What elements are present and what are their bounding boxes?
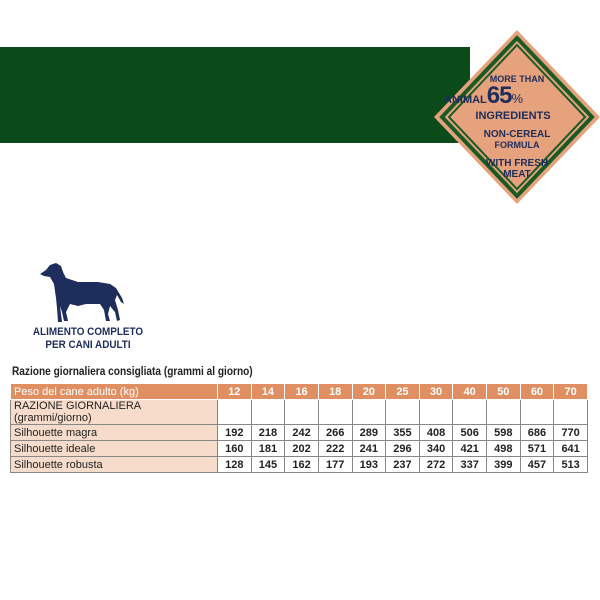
- ration-value: 272: [419, 457, 453, 473]
- ration-value: 355: [386, 425, 420, 441]
- ration-value: 598: [487, 425, 521, 441]
- ration-value: 399: [487, 457, 521, 473]
- empty-cell: [419, 400, 453, 425]
- badge-formula: FORMULA: [494, 140, 540, 150]
- weight-cell: 70: [554, 384, 588, 400]
- empty-cell: [487, 400, 521, 425]
- ration-value: 337: [453, 457, 487, 473]
- ration-value: 128: [218, 457, 252, 473]
- weight-cell: 20: [352, 384, 386, 400]
- ration-value: 506: [453, 425, 487, 441]
- ration-value: 571: [520, 441, 554, 457]
- ration-value: 296: [386, 441, 420, 457]
- empty-cell: [386, 400, 420, 425]
- caption-line2: PER CANI ADULTI: [45, 339, 131, 351]
- weight-cell: 18: [318, 384, 352, 400]
- badge-ingredients: INGREDIENTS: [475, 110, 551, 122]
- weight-cell: 40: [453, 384, 487, 400]
- row-label: Silhouette magra: [11, 425, 218, 441]
- ration-value: 237: [386, 457, 420, 473]
- table-title: Razione giornaliera consigliata (grammi al giorno): [12, 366, 253, 378]
- weight-cell: 30: [419, 384, 453, 400]
- ration-value: 242: [285, 425, 319, 441]
- badge-with-fresh: WITH FRESH: [485, 158, 549, 169]
- ration-value: 177: [318, 457, 352, 473]
- ration-value: 289: [352, 425, 386, 441]
- empty-cell: [453, 400, 487, 425]
- table-row: [11, 425, 588, 441]
- ration-value: 222: [318, 441, 352, 457]
- weight-cell: 14: [251, 384, 285, 400]
- ration-value: 408: [419, 425, 453, 441]
- header-label: Peso del cane adulto (kg): [11, 384, 218, 400]
- weight-cell: 60: [520, 384, 554, 400]
- weight-cell: 50: [487, 384, 521, 400]
- empty-cell: [218, 400, 252, 425]
- row-label: Silhouette ideale: [11, 441, 218, 457]
- caption-line1: ALIMENTO COMPLETO: [32, 326, 144, 338]
- ration-value: 160: [218, 441, 252, 457]
- ration-value: 145: [251, 457, 285, 473]
- ration-value: 193: [352, 457, 386, 473]
- badge-percent-sign: %: [511, 91, 524, 106]
- ration-value: 770: [554, 425, 588, 441]
- dog-silhouette-icon: [38, 262, 126, 324]
- badge-text: [432, 28, 600, 206]
- ration-value: 457: [520, 457, 554, 473]
- ration-value: 192: [218, 425, 252, 441]
- ration-value: 498: [487, 441, 521, 457]
- weight-cell: 16: [285, 384, 319, 400]
- badge-animal: ANIMAL: [444, 94, 487, 106]
- badge-non-cereal: NON-CEREAL: [483, 129, 551, 140]
- ration-value: 181: [251, 441, 285, 457]
- ration-table: [10, 383, 588, 473]
- green-banner: [0, 47, 470, 143]
- weight-cell: 12: [218, 384, 252, 400]
- empty-cell: [318, 400, 352, 425]
- ration-value: 266: [318, 425, 352, 441]
- badge-meat: MEAT: [503, 169, 531, 180]
- table-row: [11, 457, 588, 473]
- ration-value: 162: [285, 457, 319, 473]
- table-row: [11, 441, 588, 457]
- ration-value: 202: [285, 441, 319, 457]
- table-subheader-row: [11, 400, 588, 425]
- ration-value: 641: [554, 441, 588, 457]
- table-header-row: [11, 384, 588, 400]
- ration-value: 513: [554, 457, 588, 473]
- empty-cell: [352, 400, 386, 425]
- row-label: Silhouette robusta: [11, 457, 218, 473]
- subheader-label: RAZIONE GIORNALIERA (grammi/giorno): [11, 400, 218, 425]
- badge-percent: 65: [486, 82, 512, 109]
- ration-value: 241: [352, 441, 386, 457]
- ration-value: 218: [251, 425, 285, 441]
- weight-cell: 25: [386, 384, 420, 400]
- empty-cell: [554, 400, 588, 425]
- ration-value: 686: [520, 425, 554, 441]
- empty-cell: [285, 400, 319, 425]
- ration-value: 421: [453, 441, 487, 457]
- empty-cell: [520, 400, 554, 425]
- dog-caption: [27, 326, 149, 352]
- empty-cell: [251, 400, 285, 425]
- ration-value: 340: [419, 441, 453, 457]
- badge-more-than: MORE THAN: [489, 74, 545, 84]
